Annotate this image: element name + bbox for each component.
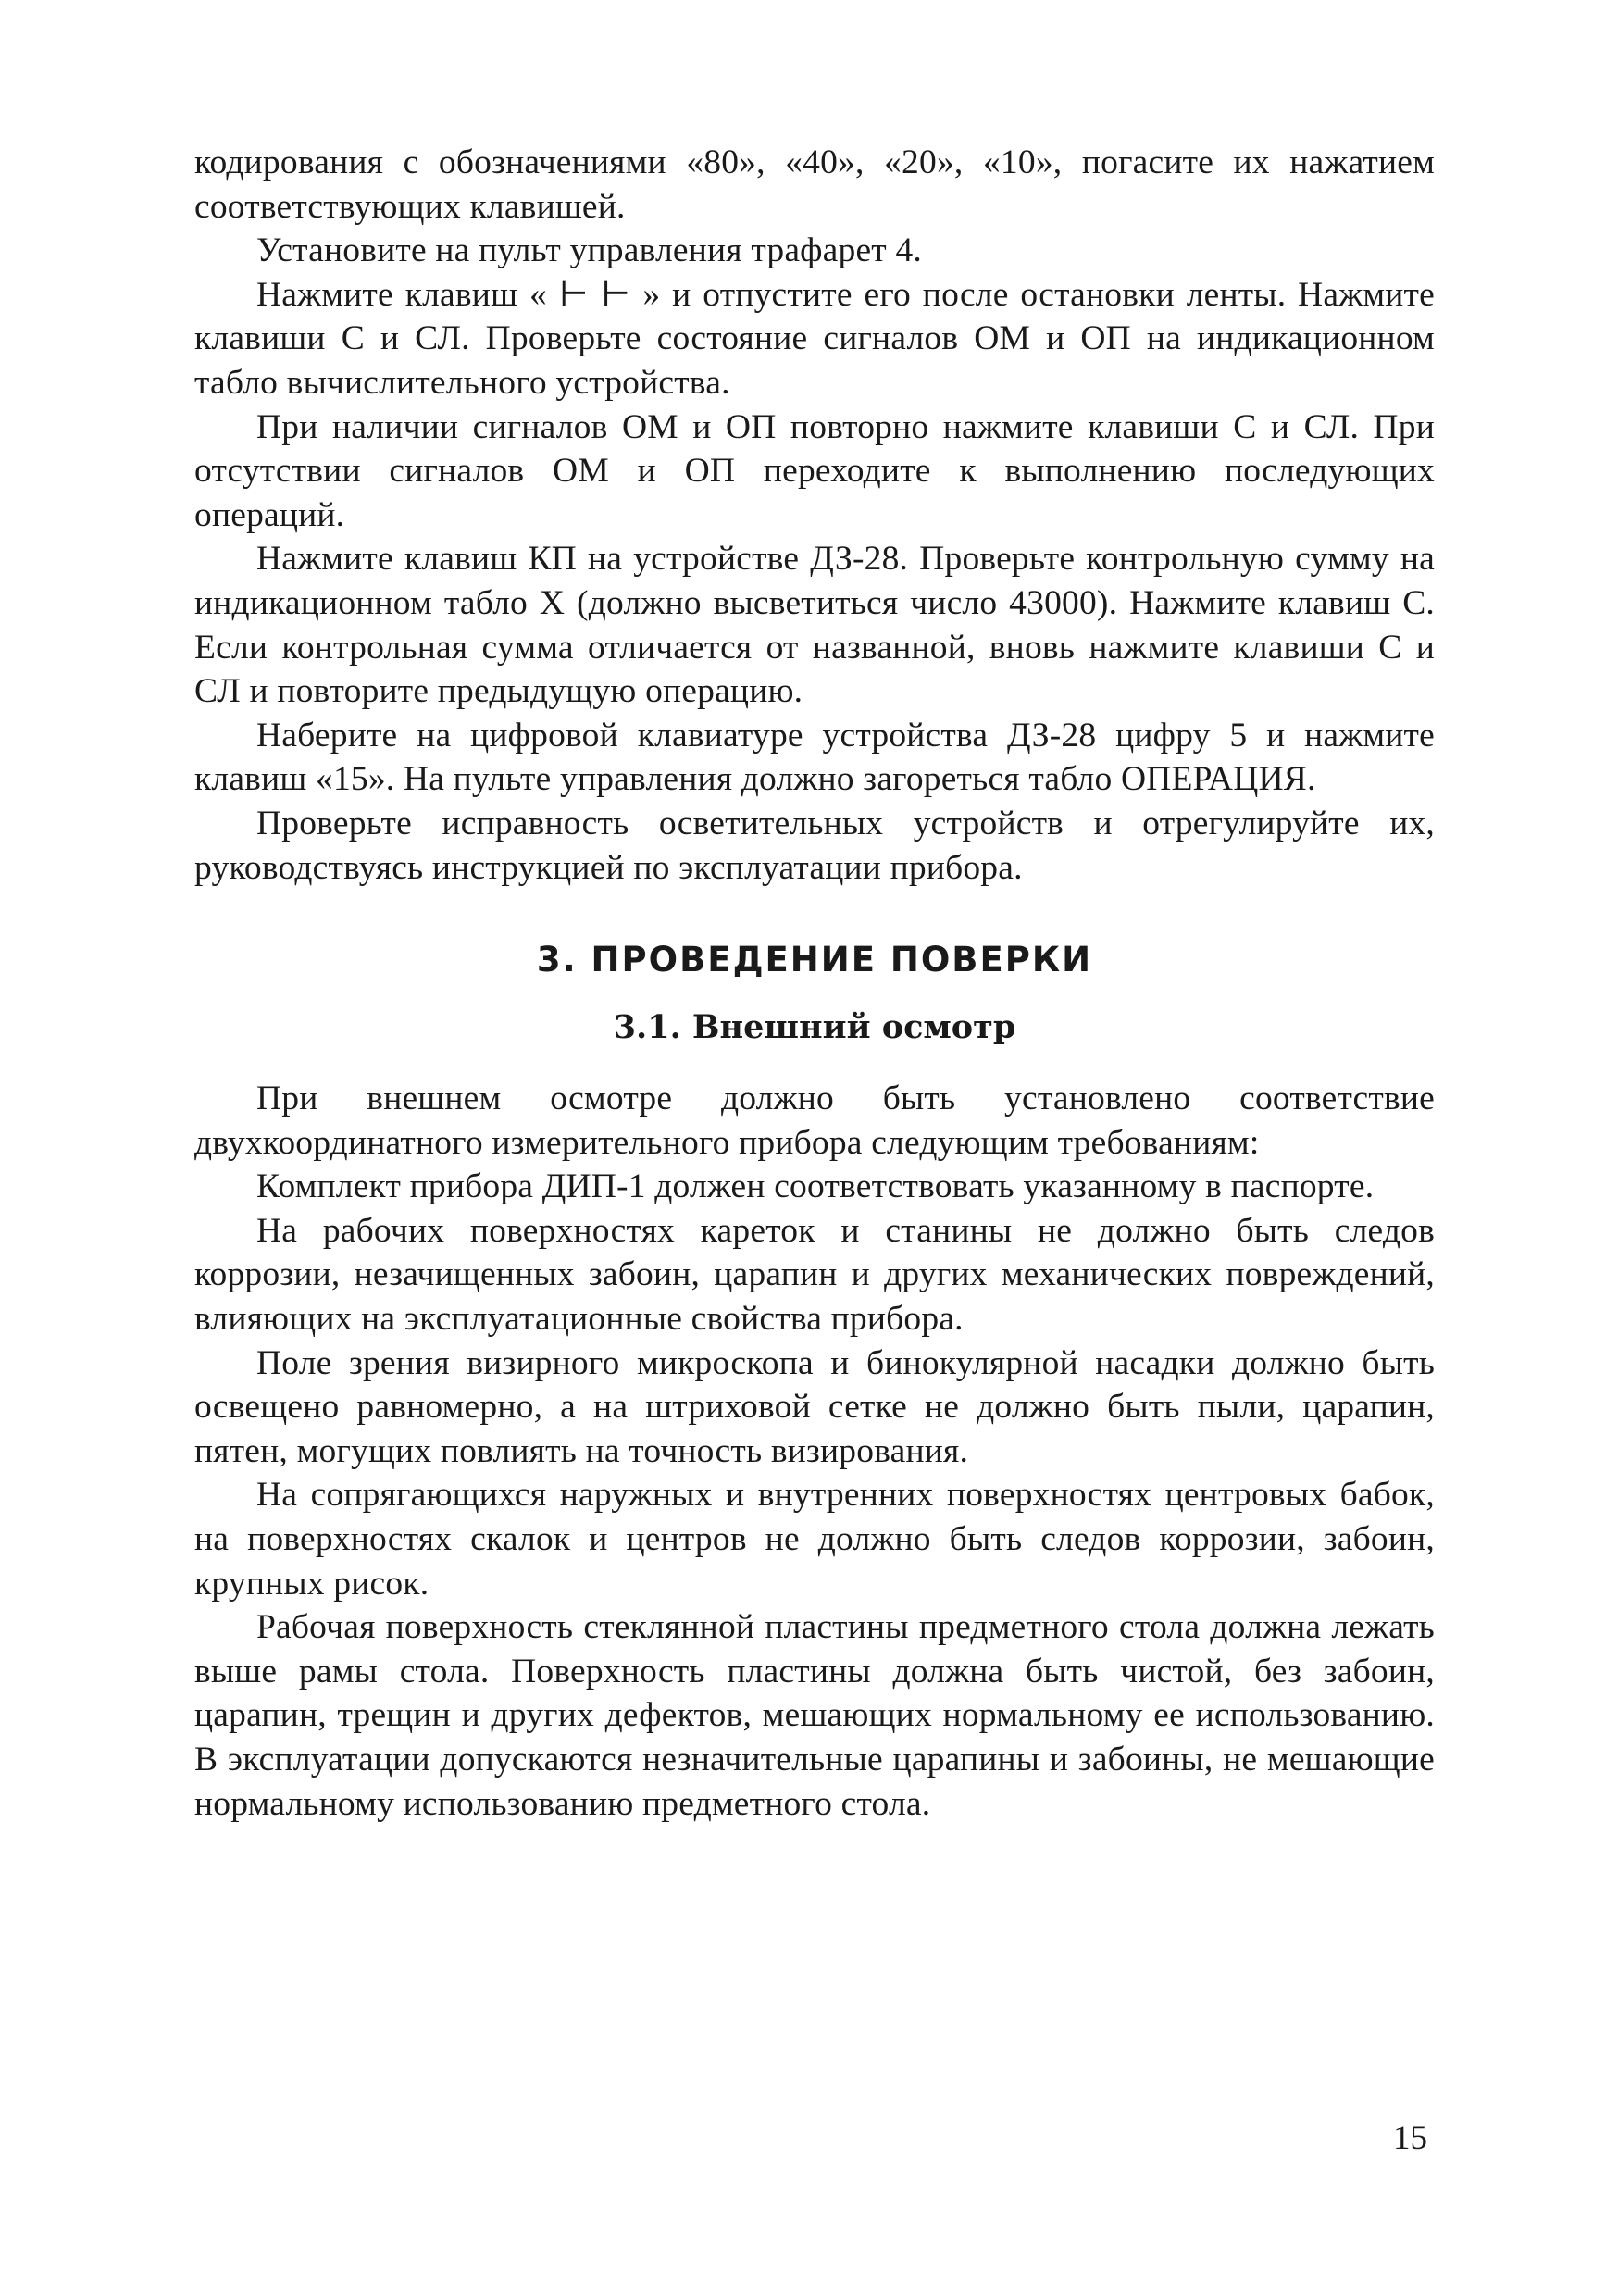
document-page bbox=[194, 141, 1435, 1826]
paragraph-glass-plate: Рабочая поверхность стеклянной пластины предметного стола должна лежать выше рамы стола. Поверхность пластины должна быть чистой, без забоин, царапин, трещин и других дефектов, мешающих нормальному ее использованию. В эксплуатации допускаются незначительные царапины и забоины, не мешающие нормальному использованию предметного стола. bbox=[194, 1608, 1435, 1823]
paragraph-kit: Комплект прибора ДИП-1 должен соответствовать указанному в паспорте. bbox=[256, 1167, 1375, 1206]
paragraph-continuation: кодирования с обозначениями «80», «40», «20», «10», погасите их нажатием соответствующих клавишей. bbox=[194, 144, 1435, 226]
paragraph-stencil: Установите на пульт управления трафарет 4. bbox=[256, 231, 922, 270]
subsection-title: 3.1. Внешний осмотр bbox=[613, 1008, 1016, 1047]
section-title: 3. ПРОВЕДЕНИЕ ПОВЕРКИ bbox=[536, 940, 1093, 980]
paragraph-checksum: Нажмите клавиш КП на устройстве ДЗ-28. Проверьте контрольную сумму на индикационном табло Х (должно высветиться число 43000). Нажмите клавиш С. Если контрольная сумма отличается от названной, вновь нажмите клавиши С и СЛ и повторите предыдущую операцию. bbox=[194, 540, 1435, 711]
paragraph-surfaces: На рабочих поверхностях кареток и станины не должно быть следов коррозии, незачищенных забоин, царапин и других механических повреждений, влияющих на эксплуатационные свойства прибора. bbox=[194, 1211, 1435, 1339]
paragraph-keypad: Наберите на цифровой клавиатуре устройства ДЗ-28 цифру 5 и нажмите клавиш «15». На пульте управления должно загореться табло ОПЕРАЦИЯ. bbox=[194, 716, 1435, 799]
paragraph-centers: На сопрягающихся наружных и внутренних поверхностях центровых бабок, на поверхностях скалок и центров не должно быть следов коррозии, забоин, крупных рисок. bbox=[194, 1476, 1435, 1603]
paragraph-signals: При наличии сигналов ОМ и ОП повторно нажмите клавиши С и СЛ. При отсутствии сигналов ОМ и ОП переходите к выполнению последующих операций. bbox=[194, 407, 1435, 534]
paragraph-field-of-view: Поле зрения визирного микроскопа и бинокулярной насадки должно быть освещено равномерно, а на штриховой сетке не должно быть пыли, царапин, пятен, могущих повлиять на точность визирования. bbox=[194, 1343, 1435, 1470]
paragraph-press-key: Нажмите клавиш « ⊢ ⊢ » и отпустите его после остановки ленты. Нажмите клавиши С и СЛ. Проверьте состояние сигналов ОМ и ОП на индикационном табло вычислительного устройства. bbox=[194, 275, 1435, 402]
paragraph-inspection-intro: При внешнем осмотре должно быть установлено соответствие двухкоординатного измерительного прибора следующим требованиям: bbox=[194, 1079, 1435, 1162]
paragraph-lighting: Проверьте исправность осветительных устройств и отрегулируйте их, руководствуясь инструкцией по эксплуатации прибора. bbox=[194, 804, 1435, 887]
page-number: 15 bbox=[1393, 2119, 1427, 2157]
